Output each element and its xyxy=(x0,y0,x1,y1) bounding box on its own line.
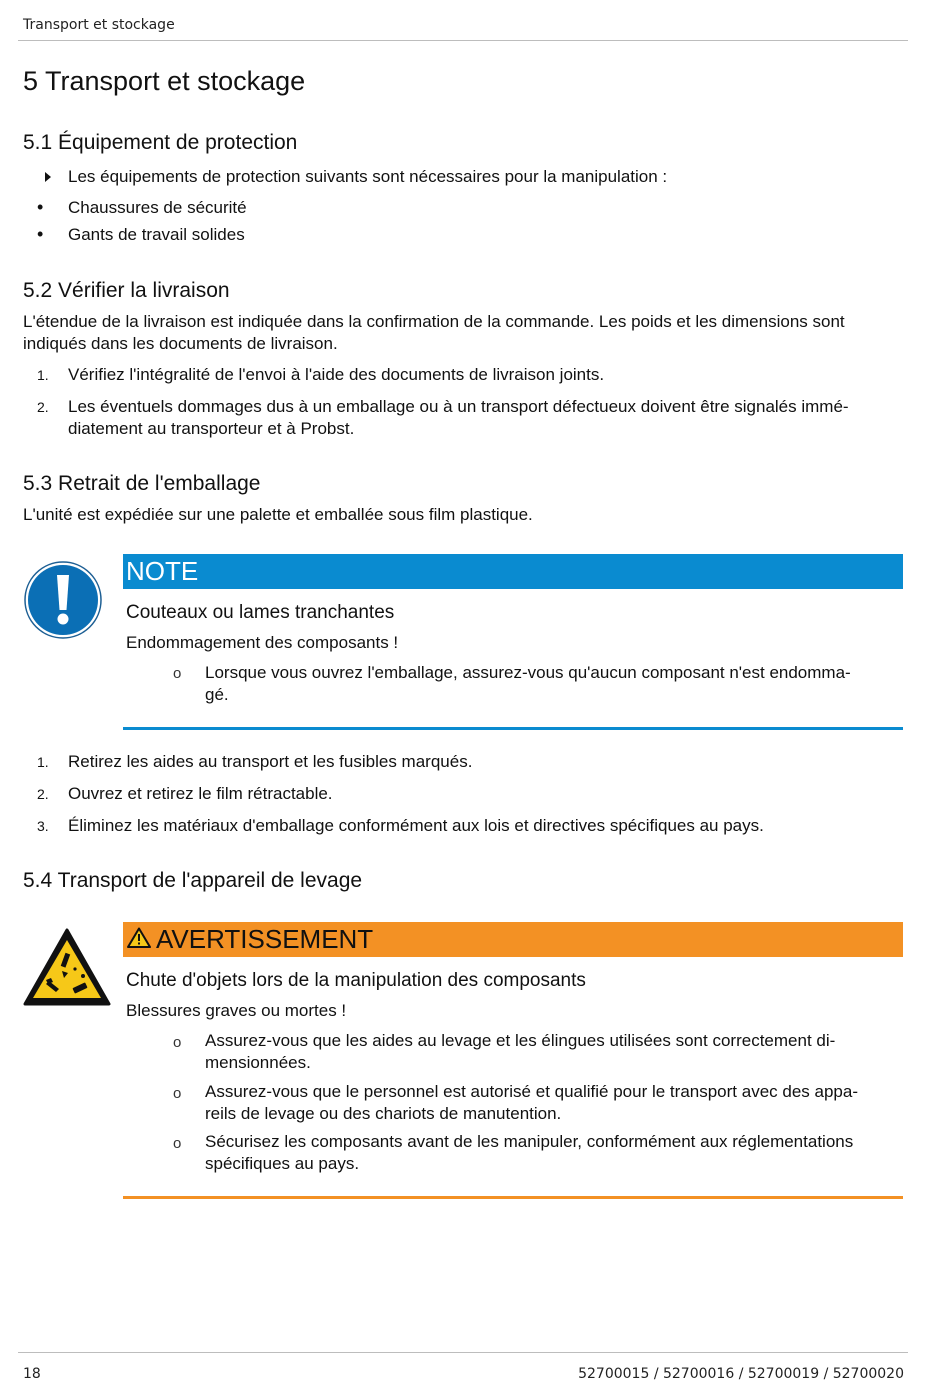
step-number: 1. xyxy=(37,754,49,770)
list-item: Les équipements de protection suivants sont nécessaires pour la manipulation : xyxy=(68,167,668,186)
step-text xyxy=(68,396,898,440)
chapter-title: 5 Transport et stockage xyxy=(23,66,306,96)
warning-item-line: Sécurisez les composants avant de les manipuler, conformément aux réglementations xyxy=(205,1132,854,1151)
warning-item-line: mensionnées. xyxy=(205,1053,311,1072)
bullet-icon: • xyxy=(37,224,44,244)
warning-bottom-rule xyxy=(123,1196,903,1199)
circle-bullet-icon: o xyxy=(173,665,182,682)
note-title: Couteaux ou lames tranchantes xyxy=(126,602,395,623)
note-consequence: Endommagement des composants ! xyxy=(126,633,399,652)
warning-triangle-icon xyxy=(127,922,151,957)
section-title-5-2: 5.2 Vérifier la livraison xyxy=(23,279,230,302)
circle-bullet-icon: o xyxy=(173,1034,182,1051)
arrow-right-icon xyxy=(44,171,52,183)
step-line: diatement au transporteur et à Probst. xyxy=(68,419,355,438)
header-divider xyxy=(18,40,908,41)
step-text: Retirez les aides au transport et les fusibles marqués. xyxy=(68,752,473,771)
list-item: Gants de travail solides xyxy=(68,225,245,244)
warning-label: AVERTISSEMENT xyxy=(156,924,374,954)
note-banner: NOTE xyxy=(123,554,903,589)
running-header: Transport et stockage xyxy=(23,17,175,33)
document-ids: 52700015 / 52700016 / 52700019 / 52700020 xyxy=(578,1366,904,1382)
paragraph: L'unité est expédiée sur une palette et emballée sous film plastique. xyxy=(23,505,533,524)
step-text: Vérifiez l'intégralité de l'envoi à l'aide des documents de livraison joints. xyxy=(68,365,605,384)
note-item xyxy=(205,662,895,706)
step-text: Ouvrez et retirez le film rétractable. xyxy=(68,784,333,803)
step-number: 3. xyxy=(37,818,49,834)
step-text: Éliminez les matériaux d'emballage conformément aux lois et directives spécifiques au pays. xyxy=(68,816,764,835)
page-number: 18 xyxy=(23,1366,41,1382)
warning-item-line: Assurez-vous que le personnel est autorisé et qualifié pour le transport avec des appa- xyxy=(205,1082,858,1101)
warning-item xyxy=(205,1030,895,1074)
warning-consequence: Blessures graves ou mortes ! xyxy=(126,1001,347,1020)
warning-item-line: Assurez-vous que les aides au levage et les élingues utilisées sont correctement di- xyxy=(205,1031,836,1050)
warning-item-line: reils de levage ou des chariots de manutention. xyxy=(205,1104,562,1123)
warning-title: Chute d'objets lors de la manipulation des composants xyxy=(126,970,586,991)
bullet-icon: • xyxy=(37,197,44,217)
falling-objects-warning-icon xyxy=(22,927,112,1012)
paragraph-line: indiqués dans les documents de livraison. xyxy=(23,334,338,353)
step-number: 2. xyxy=(37,399,49,415)
note-item-line: Lorsque vous ouvrez l'emballage, assurez-vous qu'aucun composant n'est endomma- xyxy=(205,663,851,682)
step-number: 2. xyxy=(37,786,49,802)
list-item: Chaussures de sécurité xyxy=(68,198,247,217)
paragraph xyxy=(23,311,903,355)
note-bottom-rule xyxy=(123,727,903,730)
section-title-5-3: 5.3 Retrait de l'emballage xyxy=(23,472,261,495)
warning-item xyxy=(205,1081,895,1125)
warning-item-line: spécifiques au pays. xyxy=(205,1154,360,1173)
mandatory-exclamation-icon xyxy=(24,561,102,644)
footer-divider xyxy=(18,1352,908,1353)
warning-banner xyxy=(123,922,903,957)
circle-bullet-icon: o xyxy=(173,1135,182,1152)
paragraph-line: L'étendue de la livraison est indiquée dans la confirmation de la commande. Les poids et les dimensions sont xyxy=(23,312,845,331)
note-item-line: gé. xyxy=(205,685,229,704)
section-title-5-4: 5.4 Transport de l'appareil de levage xyxy=(23,869,363,892)
warning-item xyxy=(205,1131,895,1175)
circle-bullet-icon: o xyxy=(173,1085,182,1102)
section-title-5-1: 5.1 Équipement de protection xyxy=(23,131,298,154)
step-number: 1. xyxy=(37,367,49,383)
step-line: Les éventuels dommages dus à un emballage ou à un transport défectueux doivent être signalés immé- xyxy=(68,397,849,416)
